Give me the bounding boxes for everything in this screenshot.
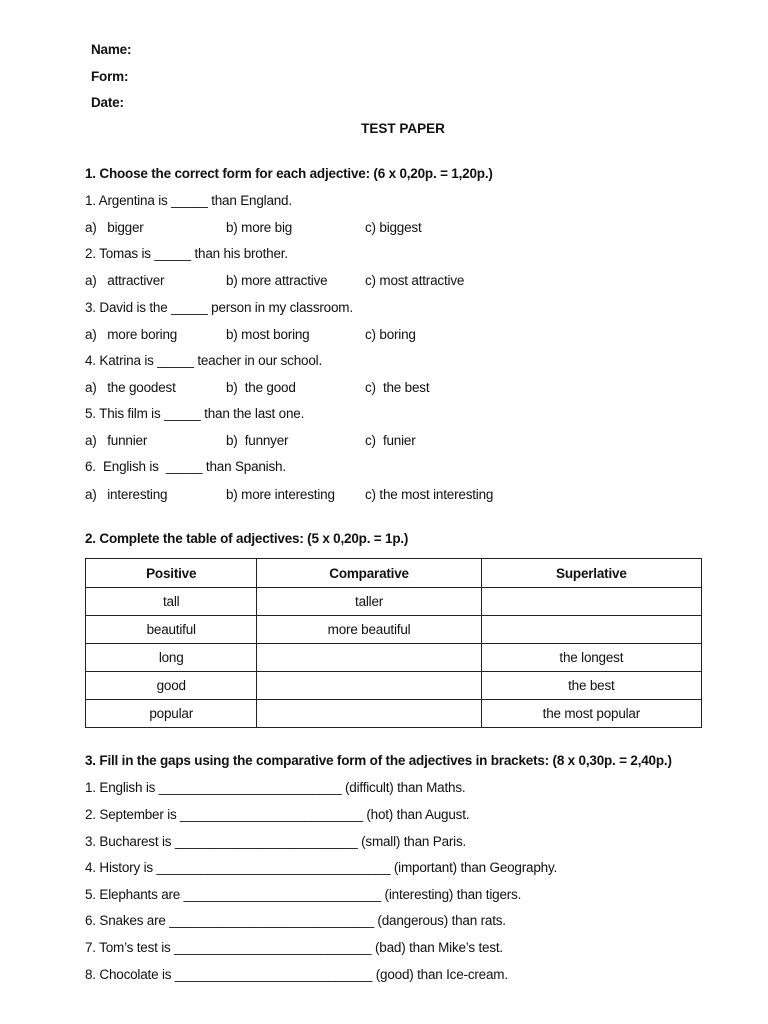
cell-comparative-blank: [257, 672, 481, 700]
gap-sentence-7: 7. Tom’s test is ___________________________ (bad) than Mike’s test.: [85, 940, 503, 955]
question-5-option-a: a) funnier: [85, 433, 148, 448]
question-6-option-b: b) more interesting: [226, 487, 335, 502]
table-row: [86, 700, 702, 728]
table-row: [86, 588, 702, 616]
cell-positive: beautiful: [86, 616, 257, 644]
gap-sentence-1: 1. English is _________________________ (difficult) than Maths.: [85, 780, 466, 795]
column-header-positive: Positive: [86, 559, 257, 588]
question-3-option-b: b) most boring: [226, 327, 310, 342]
date-label: Date:: [91, 95, 124, 110]
cell-superlative: the longest: [481, 644, 701, 672]
question-1-option-b: b) more big: [226, 220, 293, 235]
question-1-option-c: c) biggest: [365, 220, 422, 235]
adjectives-table: [85, 558, 702, 728]
cell-superlative-blank: [481, 588, 701, 616]
cell-superlative: the most popular: [481, 700, 701, 728]
question-5-option-c: c) funier: [365, 433, 416, 448]
cell-comparative-blank: [257, 644, 481, 672]
gap-sentence-5: 5. Elephants are ___________________________ (interesting) than tigers.: [85, 887, 522, 902]
cell-comparative: taller: [257, 588, 481, 616]
question-6-option-c: c) the most interesting: [365, 487, 494, 502]
cell-superlative-blank: [481, 616, 701, 644]
question-1-option-a: a) bigger: [85, 220, 144, 235]
gap-sentence-4: 4. History is ________________________________ (important) than Geography.: [85, 860, 558, 875]
table-row: [86, 644, 702, 672]
form-label: Form:: [91, 69, 129, 84]
table-header-row: [86, 559, 702, 588]
cell-superlative: the best: [481, 672, 701, 700]
question-6: 6. English is _____ than Spanish.: [85, 459, 286, 474]
gap-sentence-8: 8. Chocolate is ___________________________ (good) than Ice-cream.: [85, 967, 508, 982]
question-2-option-b: b) more attractive: [226, 273, 328, 288]
question-3-option-c: c) boring: [365, 327, 416, 342]
cell-comparative-blank: [257, 700, 481, 728]
question-4-option-c: c) the best: [365, 380, 430, 395]
gap-sentence-3: 3. Bucharest is _________________________ (small) than Paris.: [85, 834, 467, 849]
gap-sentence-2: 2. September is _________________________ (hot) than August.: [85, 807, 470, 822]
column-header-superlative: Superlative: [481, 559, 701, 588]
exercise-2-heading: 2. Complete the table of adjectives: (5 x 0,20p. = 1p.): [85, 531, 409, 546]
question-5-option-b: b) funnyer: [226, 433, 289, 448]
question-3: 3. David is the _____ person in my classroom.: [85, 300, 353, 315]
question-6-option-a: a) interesting: [85, 487, 168, 502]
question-2: 2. Tomas is _____ than his brother.: [85, 246, 288, 261]
cell-positive: popular: [86, 700, 257, 728]
exercise-1-heading: 1. Choose the correct form for each adjective: (6 x 0,20p. = 1,20p.): [85, 166, 493, 181]
question-5: 5. This film is _____ than the last one.: [85, 406, 305, 421]
cell-comparative: more beautiful: [257, 616, 481, 644]
question-2-option-c: c) most attractive: [365, 273, 465, 288]
table-row: [86, 616, 702, 644]
question-3-option-a: a) more boring: [85, 327, 178, 342]
table-row: [86, 672, 702, 700]
question-4-option-b: b) the good: [226, 380, 296, 395]
name-label: Name:: [91, 42, 132, 57]
exercise-3-heading: 3. Fill in the gaps using the comparative form of the adjectives in brackets: (8 x 0,30p. = 2,40p.): [85, 753, 672, 768]
page-title: TEST PAPER: [361, 121, 445, 136]
gap-sentence-6: 6. Snakes are ____________________________ (dangerous) than rats.: [85, 913, 506, 928]
cell-positive: long: [86, 644, 257, 672]
cell-positive: tall: [86, 588, 257, 616]
column-header-comparative: Comparative: [257, 559, 481, 588]
question-1: 1. Argentina is _____ than England.: [85, 193, 292, 208]
cell-positive: good: [86, 672, 257, 700]
question-4: 4. Katrina is _____ teacher in our school.: [85, 353, 322, 368]
question-2-option-a: a) attractiver: [85, 273, 165, 288]
question-4-option-a: a) the goodest: [85, 380, 176, 395]
